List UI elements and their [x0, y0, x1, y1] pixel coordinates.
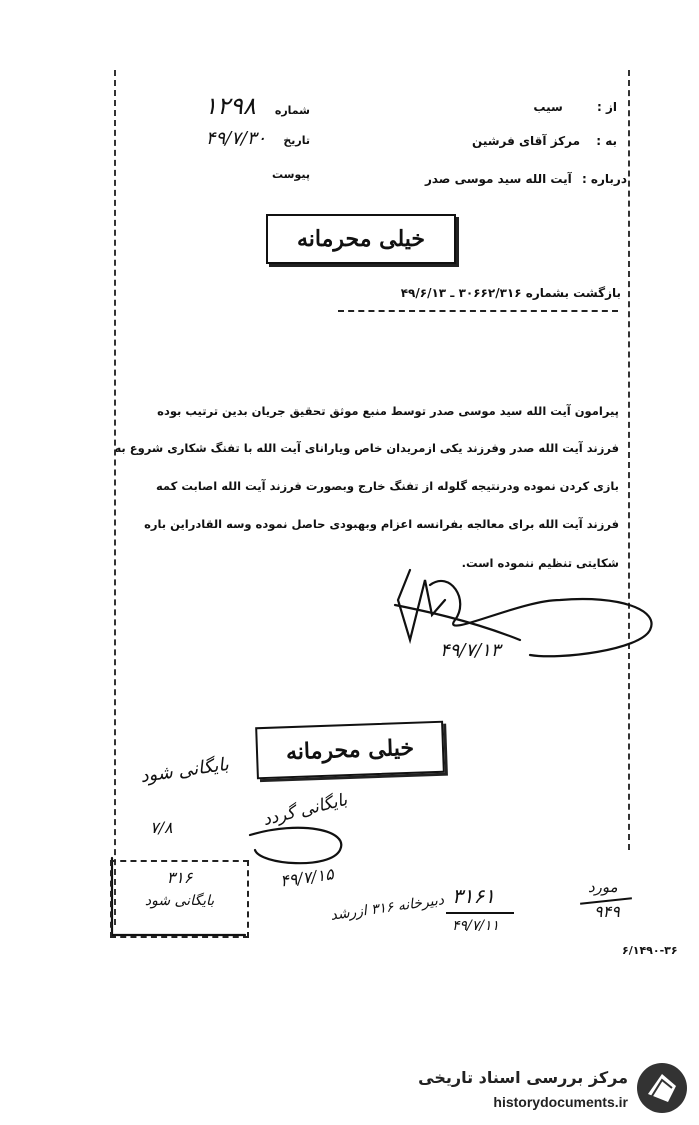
box-text: بایگانی شود: [144, 893, 215, 909]
subject-label: درباره :: [581, 172, 627, 186]
number-label: شماره: [274, 104, 310, 117]
attachment-label: پیوست: [272, 168, 310, 181]
from-value: سیب: [533, 100, 563, 114]
to-label: به :: [596, 134, 617, 148]
to-value: مرکز آقای فرشین: [472, 134, 581, 148]
left-note-date: ۷/۸: [150, 818, 173, 837]
center-number: ۳۱۶۱: [452, 884, 495, 908]
middle-date: ۴۹/۷/۱۵: [278, 864, 335, 891]
from-label: از :: [597, 100, 617, 114]
right-number: ۹۴۹: [594, 902, 620, 921]
body-line-3: بازی کردن نموده ودرنتیجه گلوله از تفنگ خارج وبصورت فرزند آیت الله اصابت کمه: [155, 479, 619, 493]
body-line-1: پیرامون آیت الله سید موسی صدر توسط منبع موثق تحقیق جریان بدین ترتیب بوده: [157, 404, 619, 418]
subject-value: آیت الله سید موسی صدر: [424, 172, 572, 186]
reference-line: بازگشت بشماره ۳۰۶۶۲/۳۱۶ ـ ۴۹/۶/۱۳: [400, 286, 621, 300]
watermark: [420, 1058, 692, 1118]
center-number-underline: [446, 912, 514, 914]
date-label: تاریخ: [283, 134, 310, 147]
archive-logo-icon: [634, 1060, 690, 1116]
body-line-5: شکایتی تنظیم ننموده است.: [461, 556, 619, 570]
right-note: مورد: [588, 878, 618, 896]
watermark-url: historydocuments.ir: [493, 1094, 628, 1110]
classification-stamp: خیلی محرمانه: [266, 214, 456, 264]
body-line-2: فرزند آیت الله صدر وفرزند یکی ازمریدان خاص ویارانای آیت الله با تفنگ شکاری شروع به: [114, 441, 619, 455]
body-line-4: فرزند آیت الله برای معالجه بفرانسه اعزام وبهبودی حاصل نموده وسه القادراین باره: [144, 517, 619, 531]
center-text: دبیرخانه ۳۱۶ ازرشد: [329, 892, 445, 924]
archive-box: [110, 860, 249, 938]
box-number: ۳۱۶: [166, 868, 193, 887]
page-code: ۶/۱۴۹۰-۳۶: [622, 944, 678, 957]
left-note: بایگانی شود: [138, 753, 231, 788]
date-value: ۴۹/۷/۳۰: [205, 128, 267, 149]
signature-date: ۴۹/۷/۱۳: [440, 640, 501, 661]
middle-note: بایگانی گردد: [260, 789, 350, 831]
number-value: ۱۲۹۸: [204, 92, 256, 120]
watermark-title: مرکز بررسی اسناد تاریخی: [418, 1068, 628, 1087]
center-date: ۴۹/۷/۱۱: [452, 918, 500, 934]
bottom-classification-stamp: خیلی محرمانه: [255, 721, 445, 780]
